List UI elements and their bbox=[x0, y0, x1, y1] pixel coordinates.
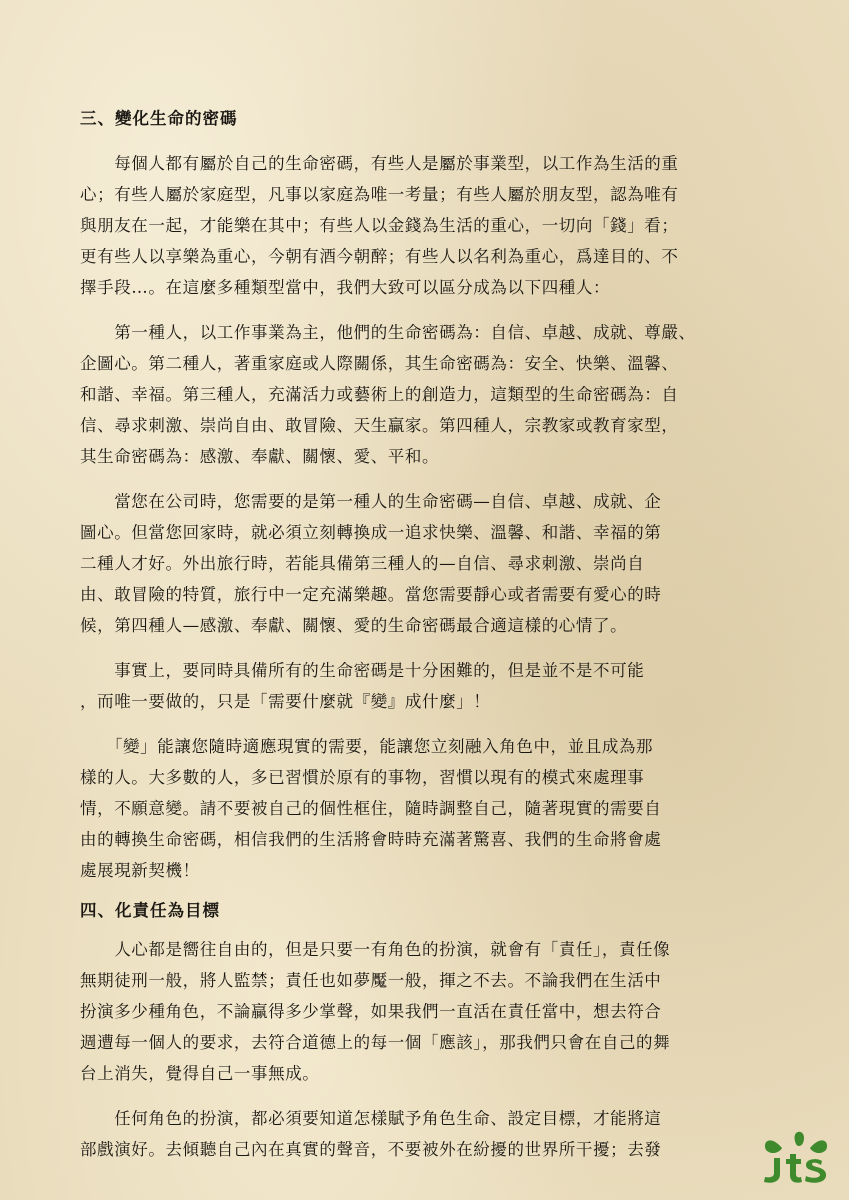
text-line: 任何角色的扮演，都必須要知道怎樣賦予角色生命、設定目標，才能將這 bbox=[80, 1109, 662, 1128]
text-line: ，而唯一要做的，只是「需要什麼就『變』成什麼」！ bbox=[80, 692, 491, 711]
section-4-heading: 四、化責任為目標 bbox=[80, 901, 220, 920]
text-line: 第一種人，以工作事業為主，他們的生命密碼為：自信、卓越、成就、尊嚴、 bbox=[80, 323, 696, 342]
text-line: 由、敢冒險的特質，旅行中一定充滿樂趣。當您需要靜心或者需要有愛心的時 bbox=[80, 585, 662, 604]
text-line: 人心都是嚮往自由的，但是只要一有角色的扮演，就會有「責任」，責任像 bbox=[80, 940, 671, 959]
text-line: 「變」能讓您隨時適應現實的需要，能讓您立刻融入角色中，並且成為那 bbox=[80, 737, 654, 756]
text-line: 事實上，要同時具備所有的生命密碼是十分困難的，但是並不是不可能 bbox=[80, 661, 645, 680]
text-line: 週遭每一個人的要求，去符合道德上的每一個「應該」，那我們只會在自己的舞 bbox=[80, 1033, 671, 1052]
text-line: 由的轉換生命密碼，相信我們的生活將會時時充滿著驚喜、我們的生命將會處 bbox=[80, 830, 662, 849]
document-body bbox=[80, 108, 775, 1179]
sprout-logo-icon bbox=[760, 1128, 832, 1186]
text-line: 扮演多少種角色，不論贏得多少掌聲，如果我們一直活在責任當中，想去符合 bbox=[80, 1002, 662, 1021]
text-line: 處展現新契機！ bbox=[80, 861, 200, 880]
section-3-paragraph-5 bbox=[80, 731, 775, 886]
text-line: 當您在公司時，您需要的是第一種人的生命密碼—自信、卓越、成就、企 bbox=[80, 492, 662, 511]
section-3-paragraph-4 bbox=[80, 655, 775, 717]
text-line: 情，不願意變。請不要被自己的個性框住，隨時調整自己，隨著現實的需要自 bbox=[80, 799, 662, 818]
text-line: 擇手段…。在這麼多種類型當中，我們大致可以區分成為以下四種人： bbox=[80, 278, 611, 297]
section-4-paragraph-2 bbox=[80, 1103, 775, 1165]
section-3-paragraph-1 bbox=[80, 148, 775, 303]
text-line: 樣的人。大多數的人，多已習慣於原有的事物，習慣以現有的模式來處理事 bbox=[80, 768, 645, 787]
text-line: 和諧、幸福。第三種人，充滿活力或藝術上的創造力，這類型的生命密碼為：自 bbox=[80, 385, 679, 404]
section-3-heading: 三、變化生命的密碼 bbox=[80, 109, 238, 128]
text-line: 心；有些人屬於家庭型，凡事以家庭為唯一考量；有些人屬於朋友型，認為唯有 bbox=[80, 185, 679, 204]
text-line: 候，第四種人—感激、奉獻、關懷、愛的生命密碼最合適這樣的心情了。 bbox=[80, 616, 628, 635]
text-line: 其生命密碼為：感激、奉獻、關懷、愛、平和。 bbox=[80, 447, 440, 466]
text-line: 企圖心。第二種人，著重家庭或人際關係，其生命密碼為：安全、快樂、溫馨、 bbox=[80, 354, 679, 373]
text-line: 台上消失，覺得自己一事無成。 bbox=[80, 1064, 320, 1083]
section-3-paragraph-2 bbox=[80, 317, 775, 472]
text-line: 二種人才好。外出旅行時，若能具備第三種人的—自信、尋求刺激、崇尚自 bbox=[80, 554, 645, 573]
text-line: 與朋友在一起，才能樂在其中；有些人以金錢為生活的重心，一切向「錢」看； bbox=[80, 216, 679, 235]
text-line: 每個人都有屬於自己的生命密碼，有些人是屬於事業型，以工作為生活的重 bbox=[80, 154, 679, 173]
text-line: 無期徒刑一般，將人監禁；責任也如夢魘一般，揮之不去。不論我們在生活中 bbox=[80, 971, 662, 990]
section-4-paragraph-1 bbox=[80, 934, 775, 1089]
text-line: 更有些人以享樂為重心，今朝有酒今朝醉；有些人以名利為重心，爲達目的、不 bbox=[80, 247, 679, 266]
text-line: 信、尋求刺激、崇尚自由、敢冒險、天生贏家。第四種人，宗教家或教育家型， bbox=[80, 416, 679, 435]
text-line: 圖心。但當您回家時，就必須立刻轉換成一追求快樂、溫馨、和諧、幸福的第 bbox=[80, 523, 662, 542]
text-line: 部戲演好。去傾聽自己內在真實的聲音，不要被外在紛擾的世界所干擾；去發 bbox=[80, 1140, 662, 1159]
section-3-paragraph-3 bbox=[80, 486, 775, 641]
